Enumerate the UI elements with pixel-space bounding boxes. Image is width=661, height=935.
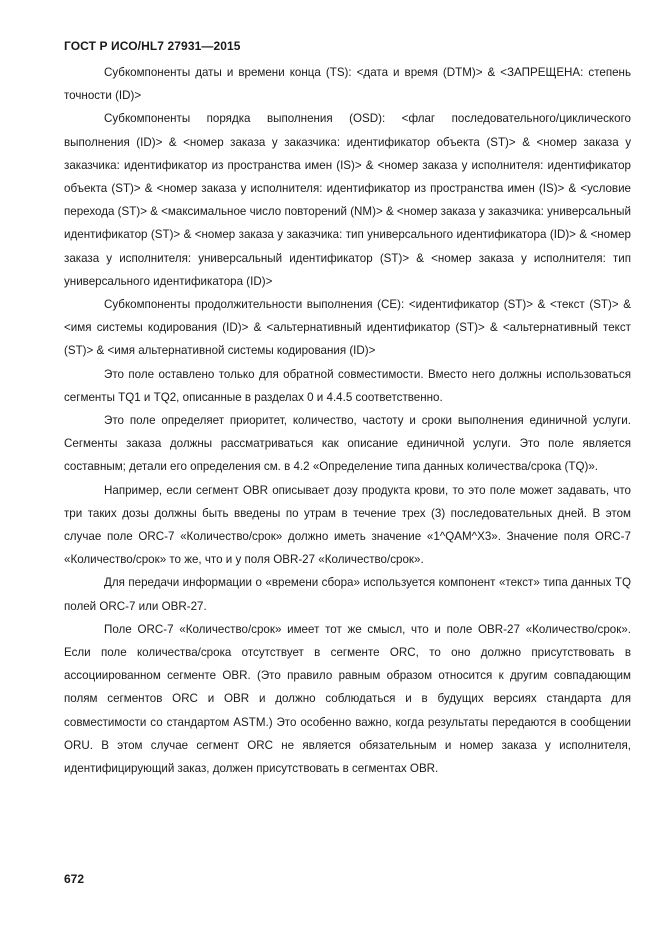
paragraph-field-definition: Это поле определяет приоритет, количество, частоту и сроки выполнения единичной услуги. Сегменты заказа должны рассматриваться как описание единичной услуги. Это поле является составным; детали его определения см. в 4.2 «Определение типа данных количества/срока (TQ)». xyxy=(64,414,631,474)
document-body xyxy=(64,61,631,780)
paragraph-collection-time: Для передачи информации о «времени сбора» используется компонент «текст» типа данных TQ полей ORC-7 или OBR-27. xyxy=(64,576,631,613)
page-number: 672 xyxy=(64,872,85,886)
paragraph-example: Например, если сегмент OBR описывает дозу продукта крови, то это поле может задавать, что три таких дозы должны быть введены по утрам в течение трех (3) последовательных дней. В этом случае поле ORC-7 «Количество/срок» должно иметь значение «1^QAM^X3». Значение поля ORC-7 «Количество/срок» то же, что и у поля OBR-27 «Количество/срок». xyxy=(64,483,631,567)
paragraph-duration-subcomponents: Субкомпоненты продолжительности выполнения (CE): <идентификатор (ST)> & <текст (ST)> & <имя системы кодирования (ID)> & <альтернативный идентификатор (ST)> & <альтернативный текст (ST)> & <имя альтернативной системы кодирования (ID)> xyxy=(64,298,631,358)
paragraph-backward-compatibility: Это поле оставлено только для обратной совместимости. Вместо него должны использоваться сегменты TQ1 и TQ2, описанные в разделах 0 и 4.4.5 соответственно. xyxy=(64,367,631,404)
document-header: ГОСТ Р ИСО/HL7 27931—2015 xyxy=(64,39,241,53)
paragraph-orc-obr-relationship: Поле ORC-7 «Количество/срок» имеет тот же смысл, что и поле OBR-27 «Количество/срок». Если поле количества/срока отсутствует в сегменте ORC, то оно должно присутствовать в ассоциированном сегменте OBR. (Это правило равным образом относится к другим совпадающим полям сегментов ORC и OBR и должно соблюдаться и в будущих версиях стандарта для совместимости со стандартом ASTM.) Это особенно важно, когда результаты передаются в сообщении ORU. В этом случае сегмент ORC не является обязательным и номер заказа у исполнителя, идентифицирующий заказ, должен присутствовать в сегментах OBR. xyxy=(64,622,631,776)
paragraph-end-time-subcomponents: Субкомпоненты даты и времени конца (TS): <дата и время (DTM)> & <ЗАПРЕЩЕНА: степень точности (ID)> xyxy=(64,66,631,103)
paragraph-order-sequence-subcomponents: Субкомпоненты порядка выполнения (OSD): <флаг последовательного/циклического выполнения (ID)> & <номер заказа у заказчика: идентификатор объекта (ST)> & <номер заказа у заказчика: идентификатор из пространства имен (IS)> & <номер заказа у исполнителя: идентификатор объекта (ST)> & <номер заказа у исполнителя: идентификатор из пространства имен (IS)> & <условие перехода (ST)> & <максимальное число повторений (NM)> & <номер заказа у заказчика: универсальный идентификатор (ST)> & <номер заказа у заказчика: тип универсального идентификатора (ID)> & <номер заказа у исполнителя: универсальный идентификатор (ST)> & <номер заказа у исполнителя: тип универсального идентификатора (ID)> xyxy=(64,112,631,288)
